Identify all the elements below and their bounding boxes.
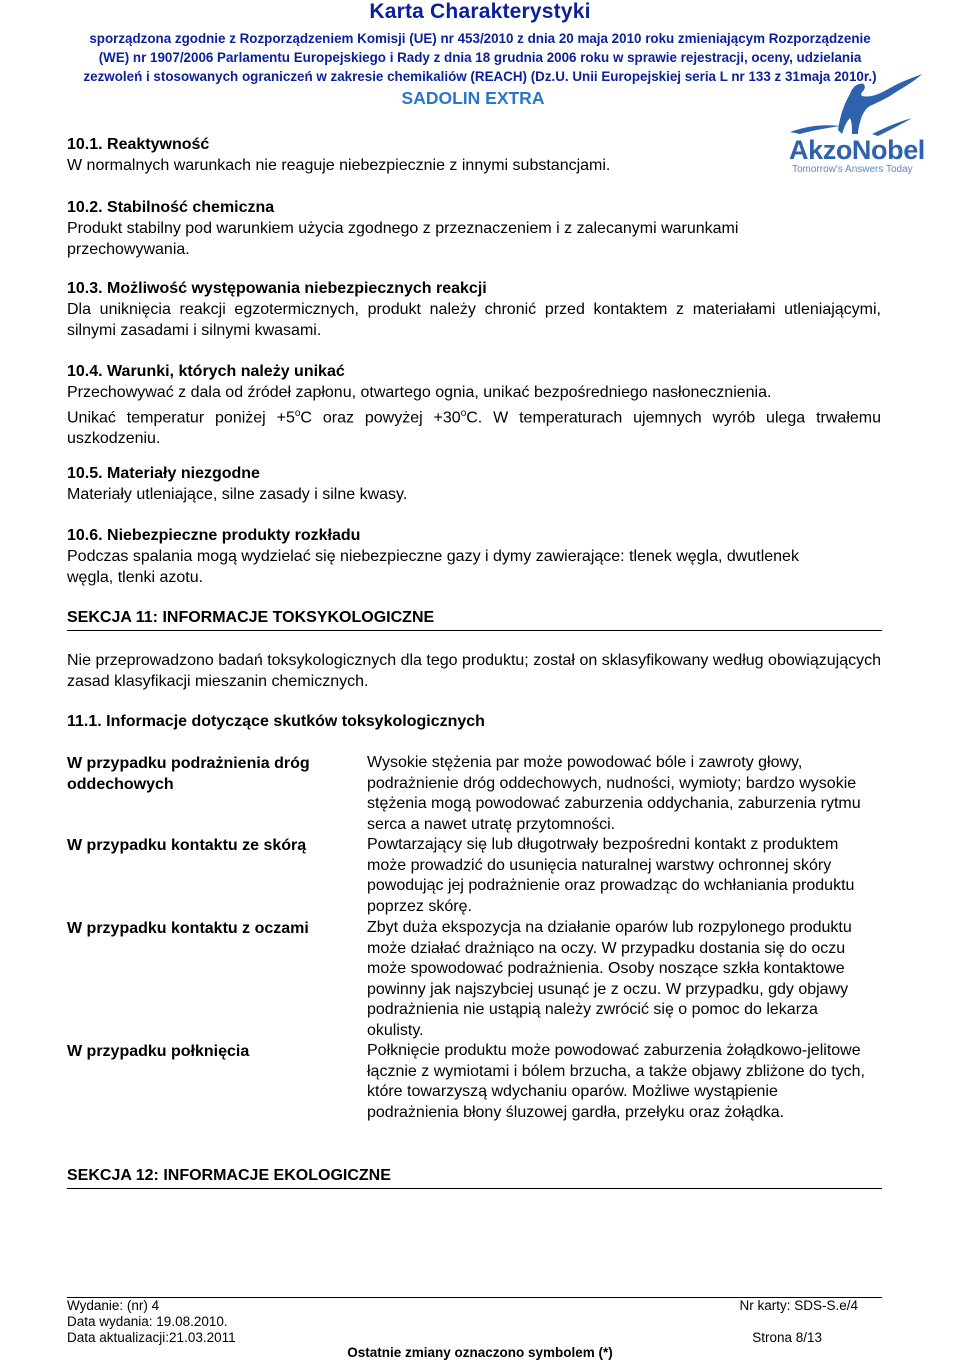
temp-text-mid: C oraz powyżej +30 [300, 409, 461, 427]
section-title: 10.2. Stabilność chemiczna [67, 199, 275, 216]
section-text: Nie przeprowadzono badań toksykologicznych dla tego produktu; został on sklasyfikowany według obowiązujących zasad klasyfikacji mieszanin chemicznych. [67, 652, 881, 690]
footer-card-number: Nr karty: SDS-S.e/4 [739, 1298, 858, 1313]
section-12-heading: SEKCJA 12: INFORMACJE EKOLOGICZNE [67, 1165, 882, 1189]
section-10-3 [67, 278, 881, 341]
section-11-heading: SEKCJA 11: INFORMACJE TOKSYKOLOGICZNE [67, 607, 882, 631]
section-title: 10.6. Niebezpieczne produkty rozkładu [67, 527, 361, 544]
section-title: 11.1. Informacje dotyczące skutków toksykologicznych [67, 713, 485, 730]
footer-issue-date: Data wydania: 19.08.2010. [67, 1314, 228, 1329]
section-title: 10.1. Reaktywność [67, 136, 210, 153]
effect-label-eyes: W przypadku kontaktu z oczami [67, 920, 309, 937]
section-11-1 [67, 711, 881, 732]
footer-changes-note: Ostatnie zmiany oznaczono symbolem (*) [347, 1345, 613, 1360]
regulation-line-1: sporządzona zgodnie z Rozporządzeniem Komisji (UE) nr 453/2010 z dnia 20 maja 2010 roku zmieniającym Rozporządzenie [89, 31, 871, 46]
section-text: Produkt stabilny pod warunkiem użycia zgodnego z przeznaczeniem i z zalecanymi warunkami przechowywania. [67, 220, 739, 258]
effect-label-ingestion: W przypadku połknięcia [67, 1043, 250, 1060]
temp-text-pre: Unikać temperatur poniżej +5 [67, 409, 295, 427]
section-text: Materiały utleniające, silne zasady i silne kwasy. [67, 486, 408, 503]
section-10-4 [67, 361, 881, 449]
document-title: Karta Charakterystyki [369, 0, 591, 23]
akzonobel-figure-icon [780, 72, 930, 138]
effect-text-skin: Powtarzający się lub długotrwały bezpośredni kontakt z produktem może prowadzić do usunięcia naturalnej warstwy ochronnej skóry powodując jej podrażnienie oraz prowadząc do wchłaniania produktu poprzez skórę. [367, 836, 855, 915]
logo-tagline: Tomorrow's Answers Today [792, 164, 913, 175]
logo-wordmark: AkzoNobel [789, 135, 925, 165]
section-text: Dla uniknięcia reakcji egzotermicznych, produkt należy chronić przed kontaktem z materiałami utleniającymi, silnymi zasadami i silnymi kwasami. [67, 301, 881, 339]
footer-page-number: Strona 8/13 [752, 1330, 822, 1345]
effect-label-skin: W przypadku kontaktu ze skórą [67, 837, 307, 854]
regulation-line-3: zezwoleń i stosowanych ograniczeń w zakresie chemikaliów (REACH) (Dz.U. Unii Europejskiej seria L nr 133 z 31maja 2010r.) [83, 69, 877, 84]
section-10-5 [67, 463, 881, 505]
product-name: SADOLIN EXTRA [401, 88, 545, 108]
section-text-temperature [67, 403, 881, 449]
regulation-line-2: (WE) nr 1907/2006 Parlamentu Europejskiego i Rady z dnia 18 grudnia 2006 roku w sprawie rejestracji, oceny, udzielania [98, 50, 862, 65]
effect-text-ingestion: Połknięcie produktu może powodować zaburzenia żołądkowo-jelitowe łącznie z wymiotami i bólem brzucha, a także objawy zbliżone do tych, które towarzyszą wdychaniu oparów. Możliwe wystąpienie podrażnienia błony śluzowej gardła, przełyku oraz żołądka. [367, 1042, 865, 1121]
effect-label-respiratory: W przypadku podrażnienia dróg oddechowych [67, 755, 310, 793]
section-title: 10.4. Warunki, których należy unikać [67, 363, 345, 380]
section-10-1 [67, 134, 881, 176]
footer-update-date: Data aktualizacji:21.03.2011 [67, 1330, 236, 1345]
effect-text-respiratory: Wysokie stężenia par może powodować bóle i zawroty głowy, podrażnienie dróg oddechowych, nudności, wymioty; bardzo wysokie stężenia mogą powodować zaburzenia oddychania, zaburzenia rytmu serca a nawet utratę przytomności. [367, 754, 861, 833]
section-11-intro [67, 650, 881, 692]
section-10-6 [67, 525, 881, 588]
degree-symbol: o [294, 408, 301, 419]
footer-edition: Wydanie: (nr) 4 [67, 1298, 160, 1313]
temp-text-post: C. W temperaturach ujemnych wyrób ulega trwałemu uszkodzeniu. [67, 409, 881, 448]
degree-symbol: o [460, 408, 467, 419]
section-title: 10.5. Materiały niezgodne [67, 465, 260, 482]
section-text: W normalnych warunkach nie reaguje niebezpiecznie z innymi substancjami. [67, 157, 611, 174]
section-text-line1: Przechowywać z dala od źródeł zapłonu, otwartego ognia, unikać bezpośredniego nasłonecznienia. [67, 384, 772, 401]
section-title: 10.3. Możliwość występowania niebezpiecznych reakcji [67, 280, 487, 297]
section-text: Podczas spalania mogą wydzielać się niebezpieczne gazy i dymy zawierające: tlenek węgla, dwutlenek węgla, tlenki azotu. [67, 548, 799, 586]
effect-text-eyes: Zbyt duża ekspozycja na działanie oparów lub rozpylonego produktu może działać drażniąco na oczy. W przypadku dostania się do oczu może spowodować podrażnienia. Osoby noszące szkła kontaktowe powinny jak najszybciej usunąć je z oczu. W przypadku, gdy objawy podrażnienia nie ustąpią należy zwrócić się o pomoc do lekarza okulisty. [367, 919, 852, 1039]
section-10-2 [67, 197, 881, 260]
